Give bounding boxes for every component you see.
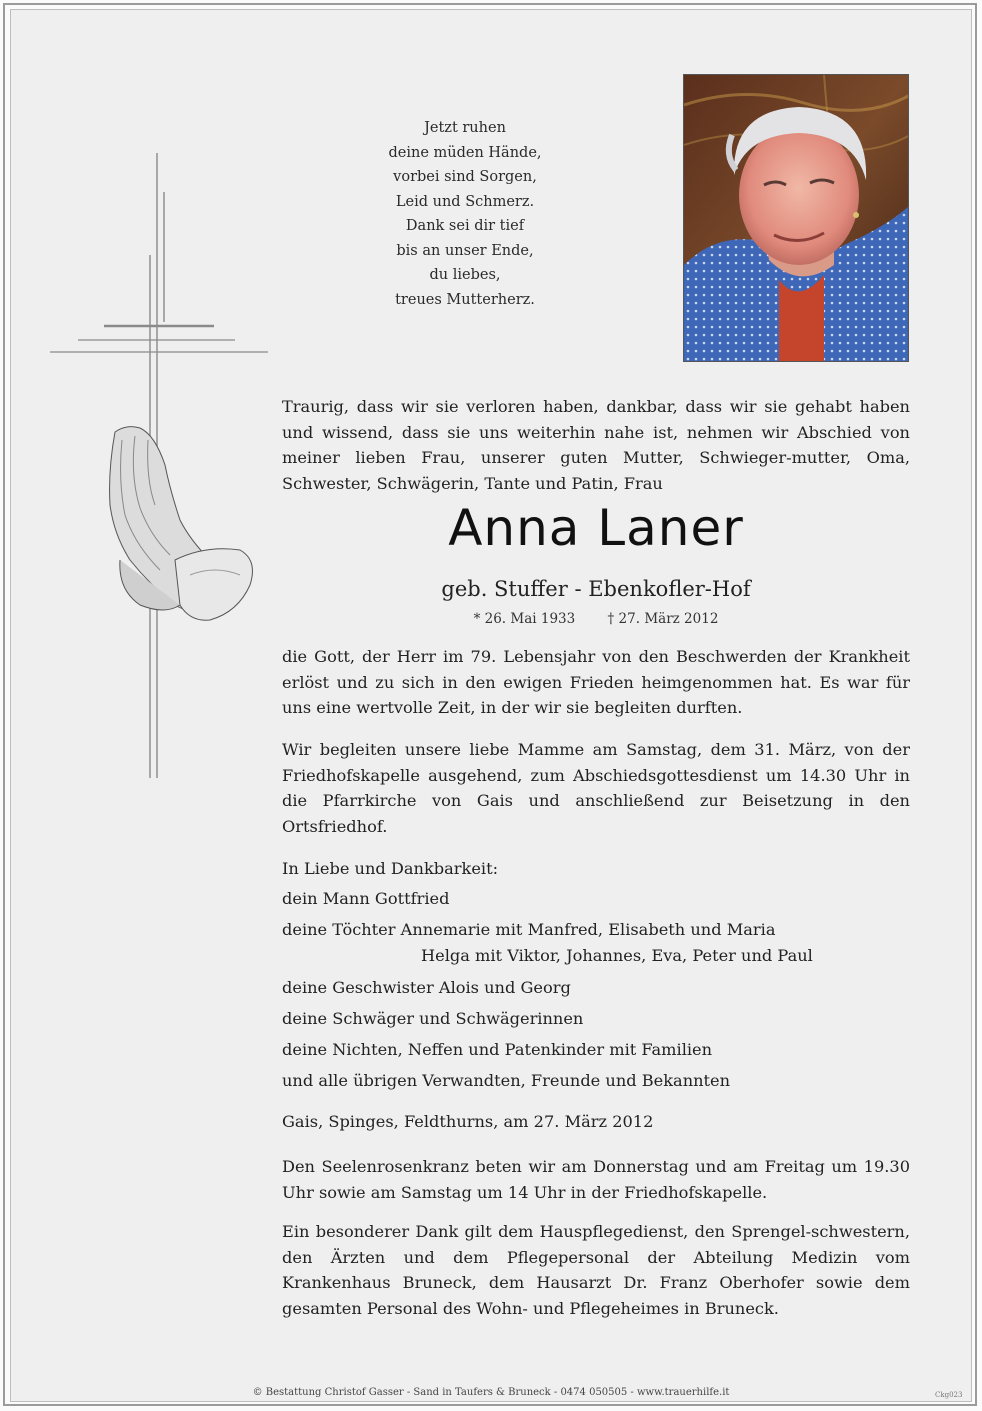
passing-paragraph: die Gott, der Herr im 79. Lebensjahr von den Beschwerden der Krankheit erlöst und zu sich in den ewigen Frieden heimgenommen hat. Es war für uns eine wertvolle Zeit, in der wir sie begleiten durften. [282,647,910,717]
funeral-paragraph: Wir begleiten unsere liebe Mamme am Samstag, dem 31. März, von der Friedhofskapelle ausgehend, zum Abschiedsgottesdienst um 14.30 Uhr in die Pfarrkirche von Gais und anschließend zur Beisetzung in den Ortsfriedhof. [282,740,910,836]
deceased-name: Anna Laner [448,499,744,557]
footer-credit: © Bestattung Christof Gasser - Sand in Taufers & Bruneck - 0474 050505 - www.trauerhilfe.it [252,1387,730,1398]
poem-line: du liebes, [429,267,501,283]
death-date: † 27. März 2012 [607,611,719,627]
portrait-photo [683,74,909,362]
thanks-paragraph: Ein besonderer Dank gilt dem Hauspflegedienst, den Sprengel-schwestern, den Ärzten und dem Pflegepersonal der Abteilung Medizin vom Krankenhaus Bruneck, dem Hausarzt Dr. Franz Oberhofer sowie dem gesamten Personal des Wohn- und Pflegeheimes in Bruneck. [282,1222,910,1318]
mourner-line: deine Geschwister Alois und Georg [282,978,571,997]
poem-line: treues Mutterherz. [395,291,535,308]
mourner-line: deine Nichten, Neffen und Patenkinder mit Familien [282,1040,713,1059]
mourners-heading: In Liebe und Dankbarkeit: [282,859,499,878]
birth-date: * 26. Mai 1933 [473,611,576,627]
mourner-line: dein Mann Gottfried [282,889,450,908]
mourner-line: deine Töchter Annemarie mit Manfred, Elisabeth und Maria [282,920,776,939]
poem [355,116,575,312]
template-code: Ckg023 [935,1391,963,1399]
birth-name: geb. Stuffer - Ebenkofler-Hof [441,577,751,601]
mourner-line: deine Schwäger und Schwägerinnen [282,1009,584,1028]
life-dates [282,611,910,627]
poem-line: Leid und Schmerz. [395,193,535,210]
intro-paragraph: Traurig, dass wir sie verloren haben, dankbar, dass wir sie gehabt haben und wissend, dass sie uns weiterhin nahe ist, nehmen wir Abschied von meiner lieben Frau, unserer guten Mutter, Schwieger-mutter, Oma, Schwester, Schwägerin, Tante und Patin, Frau [282,397,910,493]
place-date: Gais, Spinges, Feldthurns, am 27. März 2012 [282,1112,654,1131]
mourner-line: Helga mit Viktor, Johannes, Eva, Peter und Paul [421,946,813,965]
poem-line: Dank sei dir tief [405,218,525,234]
rosary-paragraph: Den Seelenrosenkranz beten wir am Donnerstag und am Freitag um 19.30 Uhr sowie am Samstag um 14 Uhr in der Friedhofskapelle. [282,1157,910,1202]
poem-line: bis an unser Ende, [396,242,534,259]
mourner-line: und alle übrigen Verwandten, Freunde und Bekannten [282,1071,731,1090]
portrait-image [684,75,909,362]
poem-line: vorbei sind Sorgen, [393,169,537,185]
cross-icon [0,0,300,800]
poem-line: deine müden Hände, [388,144,542,161]
praying-hands-icon [110,427,253,621]
poem-line: Jetzt ruhen [424,120,506,136]
